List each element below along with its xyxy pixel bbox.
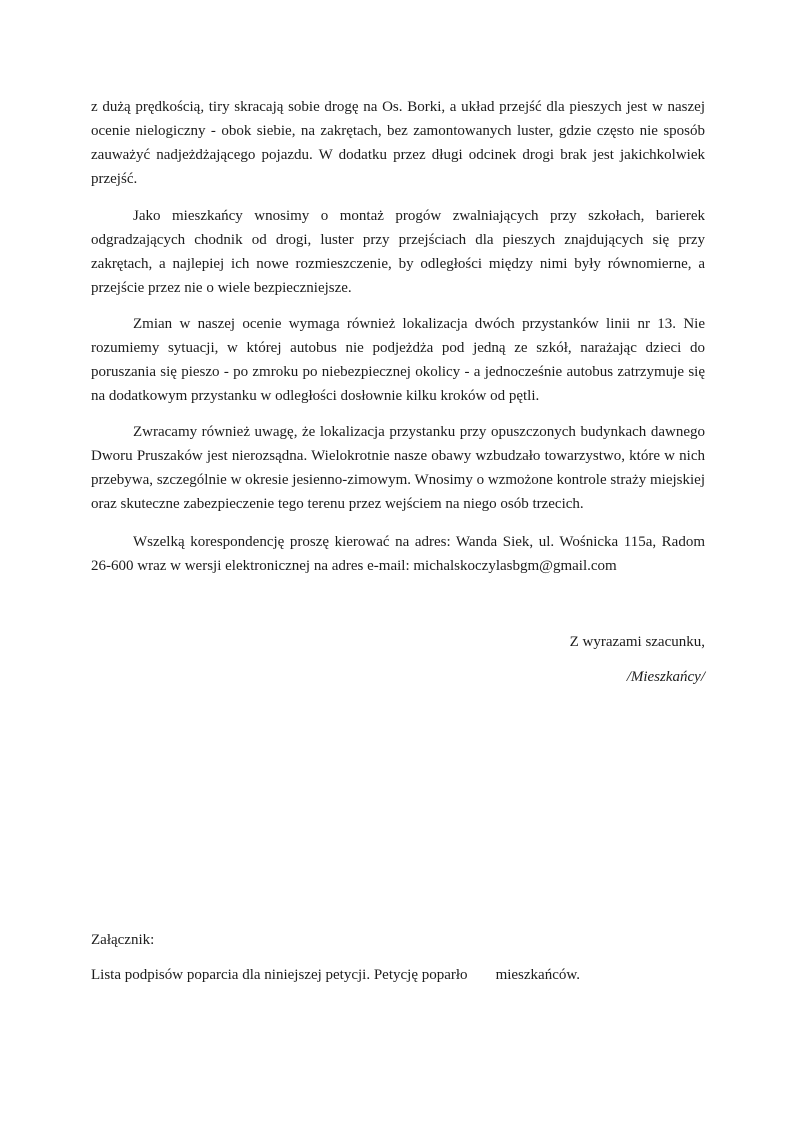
body-paragraph-3: Zmian w naszej ocenie wymaga również lokalizacja dwóch przystanków linii nr 13. Nie rozumiemy sytuacji, w której autobus nie podjeżdża pod jedną ze szkół, narażając dzieci do poruszania się pieszo - po zmroku po niebezpiecznej okolicy - a jednocześnie autobus zatrzymuje się na dodatkowym przystanku w odległości dosłownie kilku kroków od pętli. bbox=[91, 316, 705, 404]
attachment-description bbox=[91, 963, 705, 987]
body-paragraph-1: z dużą prędkością, tiry skracają sobie drogę na Os. Borki, a układ przejść dla pieszych jest w naszej ocenie nielogiczny - obok siebie, na zakrętach, bez zamontowanych luster, gdzie często nie sposób zauważyć nadjeżdżającego pojazdu. W dodatku przez długi odcinek drogi brak jest jakichkolwiek przejść. bbox=[91, 99, 705, 187]
attachment-text-after-blank: mieszkańców. bbox=[495, 967, 580, 983]
attachment-text-before-blank: Lista podpisów poparcia dla niniejszej petycji. Petycję poparło bbox=[91, 967, 468, 983]
body-paragraph-correspondence: Wszelką korespondencję proszę kierować na adres: Wanda Siek, ul. Wośnicka 115a, Radom 26-600 wraz w wersji elektronicznej na adres e-mail: michalskoczylasbgm@gmail.com bbox=[91, 534, 705, 574]
body-paragraph-4: Zwracamy również uwagę, że lokalizacja przystanku przy opuszczonych budynkach dawnego Dworu Pruszaków jest nierozsądna. Wielokrotnie nasze obawy wzbudzało towarzystwo, które w nich przebywa, szczególnie w okresie jesienno-zimowym. Wnosimy o wzmożone kontrole straży miejskiej oraz skuteczne zabezpieczenie tego terenu przez wejściem na niego osób trzecich. bbox=[91, 424, 705, 512]
attachment-heading: Załącznik: bbox=[91, 932, 155, 948]
closing-signature: /Mieszkańcy/ bbox=[626, 669, 705, 685]
body-paragraph-2: Jako mieszkańcy wnosimy o montaż progów zwalniających przy szkołach, barierek odgradzających chodnik od drogi, luster przy przejściach dla pieszych znajdujących się przy zakrętach, a najlepiej ich nowe rozmieszczenie, by odległości między nimi były równomierne, a przejście przez nie o wiele bezpieczniejsze. bbox=[91, 208, 705, 296]
closing-salutation: Z wyrazami szacunku, bbox=[569, 634, 705, 650]
